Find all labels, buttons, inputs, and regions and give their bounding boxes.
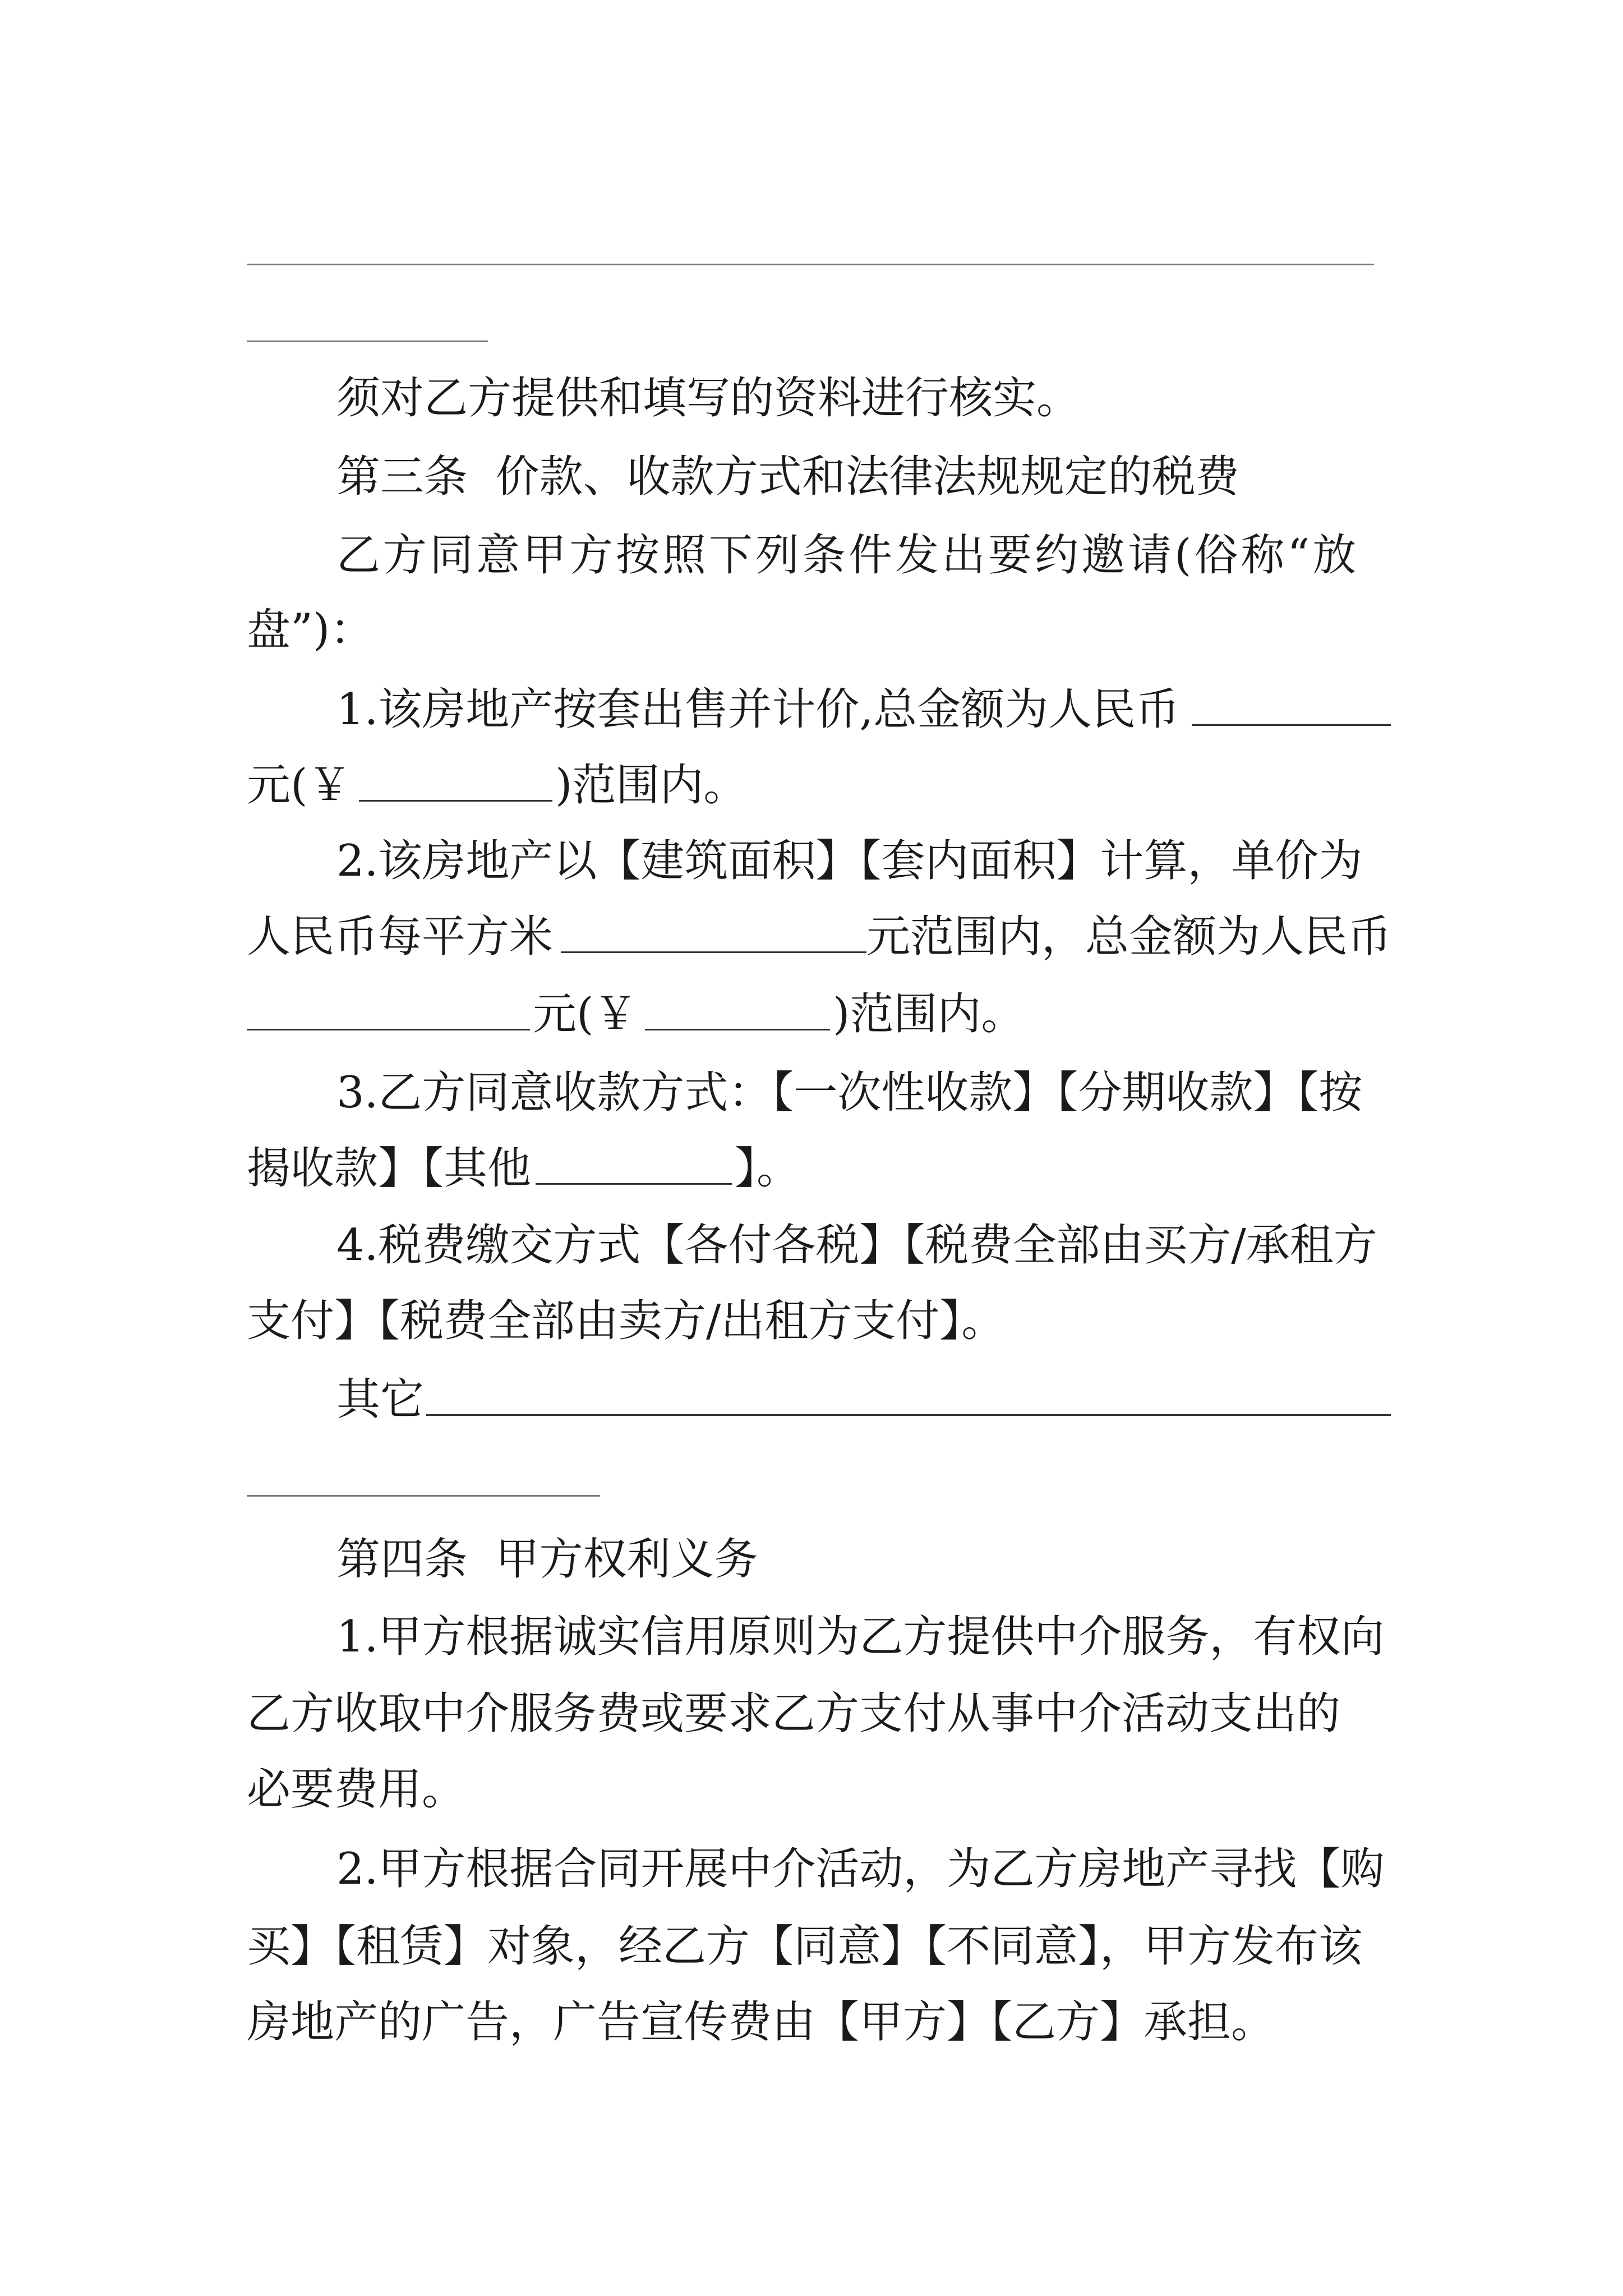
- text-line: 揭收款】【其他: [247, 1143, 532, 1194]
- text-line: 盘”)：: [247, 605, 374, 655]
- article-3-title: [0, 438, 1623, 516]
- right-1: [0, 1598, 1623, 1676]
- text-line: 元范围内，总金额为人民币: [866, 912, 1392, 962]
- blank-field: [561, 898, 866, 953]
- text-line: )范围内。: [833, 989, 1025, 1039]
- item-1-cont: [0, 746, 1623, 825]
- blank-field: [247, 975, 530, 1030]
- item-2: [0, 822, 1623, 900]
- blank-field: [1192, 670, 1391, 726]
- item-3: [0, 1053, 1623, 1132]
- text-line: 】。: [735, 1143, 801, 1194]
- text-line: 元(￥: [533, 989, 638, 1039]
- text-line: 2.甲方根据合同开展中介活动，为乙方房地产寻找【购: [336, 1844, 1385, 1894]
- text-line: 元(￥: [247, 760, 352, 811]
- text-line: 必要费用。: [247, 1764, 466, 1815]
- text-line: 2.该房地产以【建筑面积】【套内面积】计算，单价为: [336, 836, 1363, 886]
- right-1-cont: [0, 1674, 1623, 1753]
- item-3-cont: [0, 1129, 1623, 1208]
- other-rule-short: [247, 1495, 600, 1497]
- blank-field: [359, 746, 552, 802]
- item-4-cont: [0, 1282, 1623, 1360]
- text-line: )范围内。: [555, 760, 748, 811]
- top-rule-short: [247, 341, 488, 342]
- blank-field: [645, 975, 830, 1030]
- paragraph-offer-cont: [0, 591, 1623, 669]
- blank-field: [536, 1129, 732, 1185]
- item-4: [0, 1206, 1623, 1285]
- text-line: 1.甲方根据诚实信用原则为乙方提供中介服务，有权向: [336, 1612, 1385, 1662]
- text-line: 房地产的广告，广告宣传费由【甲方】【乙方】承担。: [247, 1997, 1275, 2047]
- heading-text: 第三条 价款、收款方式和法律法规规定的税费: [336, 452, 1239, 502]
- text-line: 买】【租赁】对象，经乙方【同意】【不同意】，甲方发布该: [247, 1921, 1363, 1972]
- paragraph-verify: [0, 359, 1623, 438]
- top-rule: [247, 264, 1374, 265]
- article-4-title: [0, 1520, 1623, 1599]
- right-1-cont-2: [0, 1750, 1623, 1829]
- other-label: 其它: [336, 1374, 425, 1425]
- text-line: 人民币每平方米: [247, 912, 554, 962]
- right-2-cont-2: [0, 1983, 1623, 2062]
- heading-text: 第四条 甲方权利义务: [336, 1534, 758, 1585]
- text-line: 乙方收取中介服务费或要求乙方支付从事中介活动支出的: [247, 1688, 1341, 1739]
- text-line: 4.税费缴交方式【各付各税】【税费全部由买方/承租方: [336, 1220, 1377, 1271]
- right-2: [0, 1830, 1623, 1908]
- right-2-cont: [0, 1907, 1623, 1986]
- other-field: [0, 1360, 1623, 1439]
- paragraph-offer: [0, 516, 1623, 595]
- item-2-cont-2: [0, 975, 1623, 1053]
- text-line: 须对乙方提供和填写的资料进行核实。: [336, 373, 1081, 424]
- item-1: [0, 670, 1623, 749]
- blank-field: [426, 1360, 1391, 1416]
- text-line: 3.乙方同意收款方式：【一次性收款】【分期收款】【按: [336, 1068, 1363, 1118]
- text-line: 支付】【税费全部由卖方/出租方支付】。: [247, 1296, 1006, 1346]
- item-2-cont: [0, 898, 1623, 976]
- text-line: 乙方同意甲方按照下列条件发出要约邀请(俗称“放: [336, 530, 1359, 581]
- text-line: 1.该房地产按套出售并计价,总金额为人民币: [336, 684, 1180, 735]
